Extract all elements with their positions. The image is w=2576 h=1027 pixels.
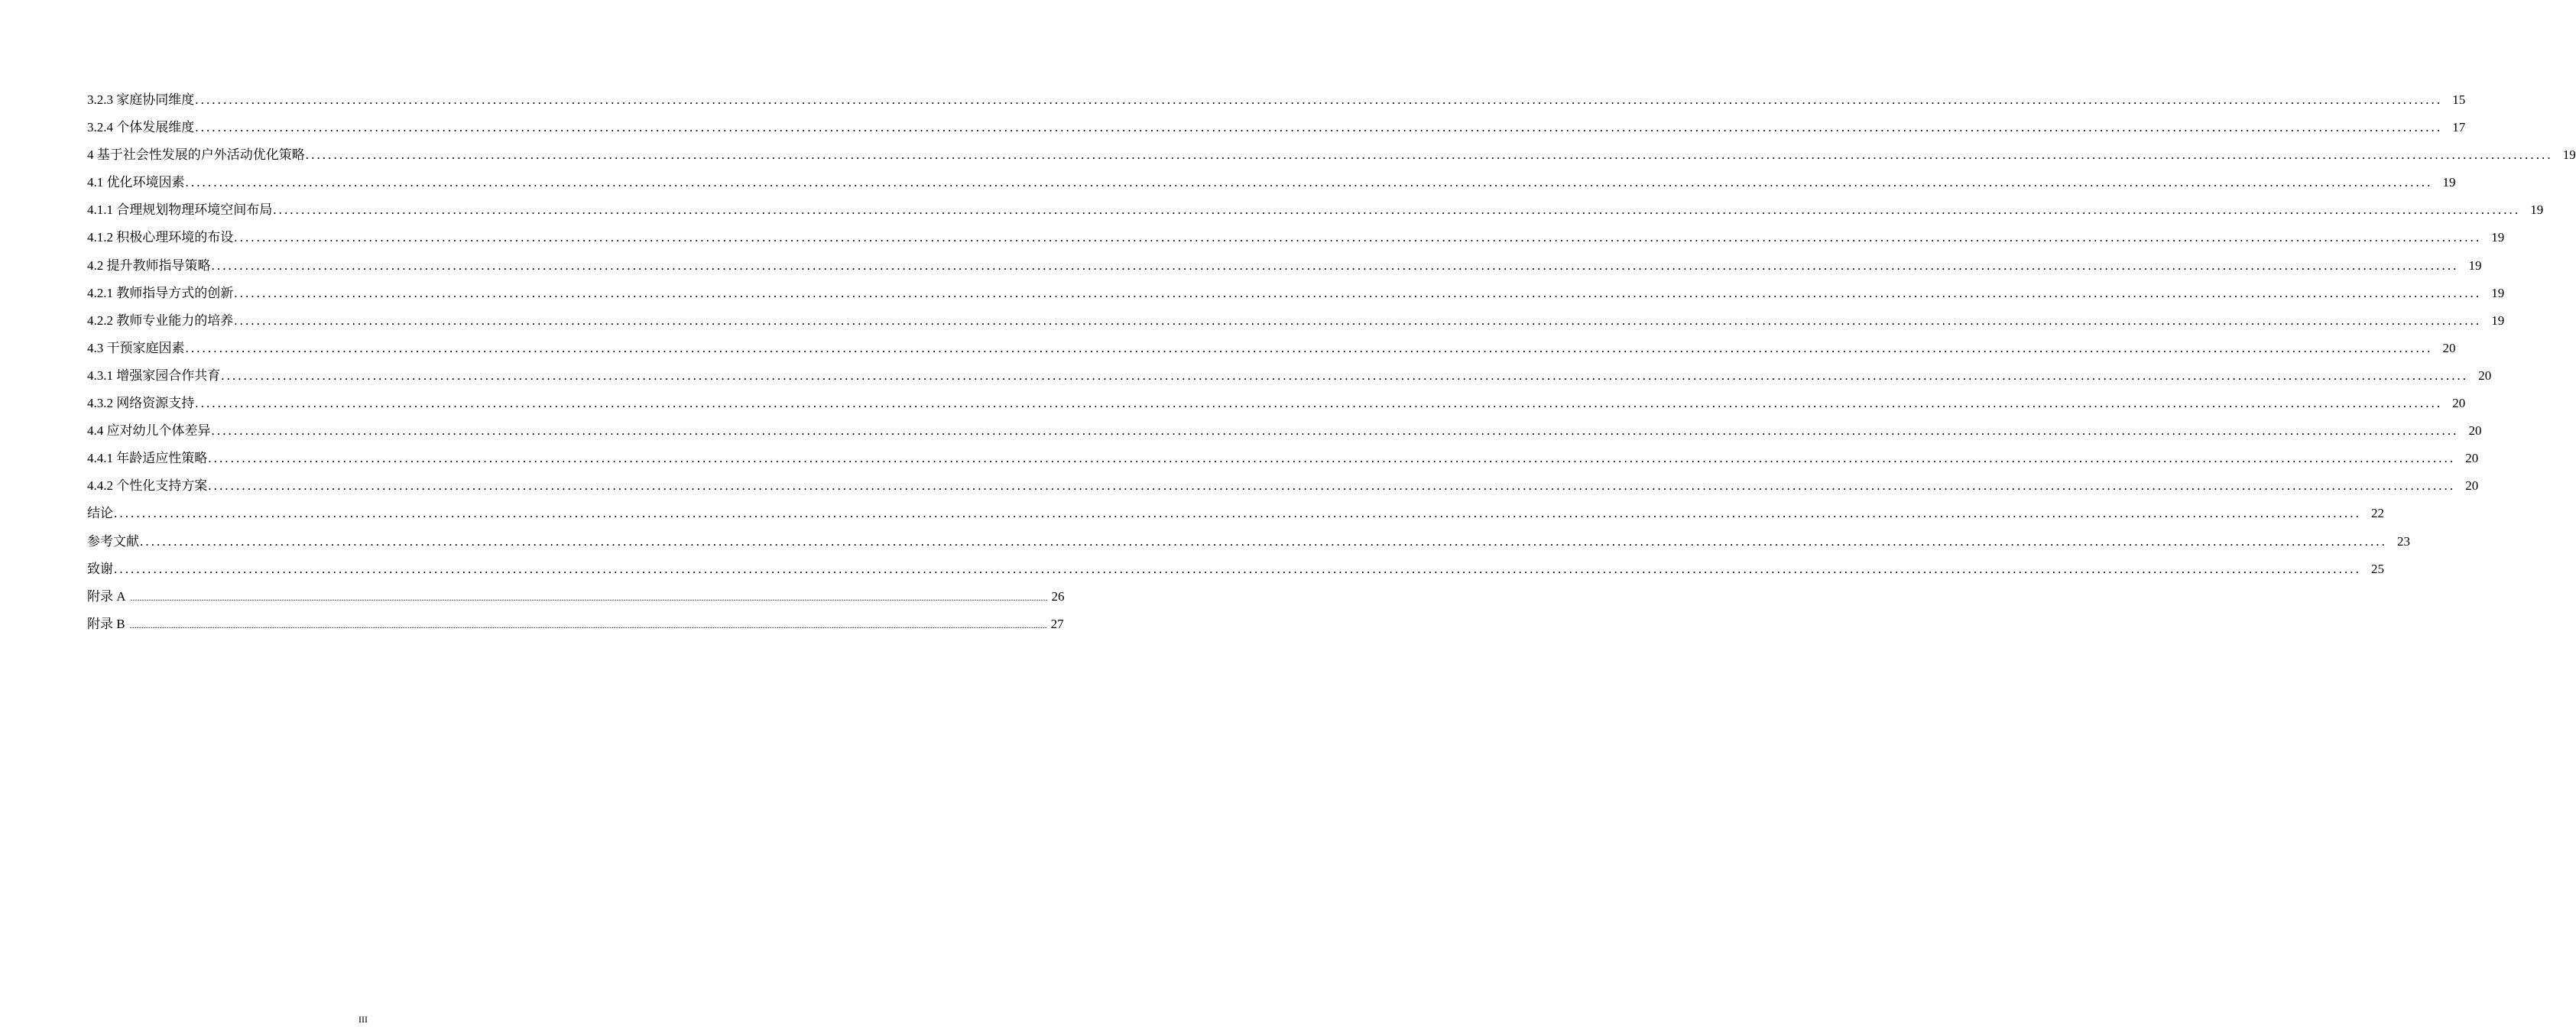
dot-leader: ................................................................................................................................................................................................................................................................................................................................................................................................................	[273, 202, 2521, 218]
dot-leader: ................................................................................................................................................................................................................................................................................................................................................................................................................	[140, 533, 2387, 549]
dot-leader: ................................................................................................................................................................................................................................................................................................................................................................................................................	[129, 619, 1047, 630]
toc-entry[interactable]	[87, 118, 2466, 145]
dot-leader: ................................................................................................................................................................................................................................................................................................................................................................................................................	[211, 258, 2459, 273]
toc-entry-label: 3.2.4 个体发展维度	[87, 120, 195, 135]
toc-entry-page: 19	[2442, 175, 2456, 190]
toc-entry-page: 19	[2491, 285, 2505, 300]
toc-entry[interactable]	[87, 587, 1065, 614]
toc-entry-label: 4.4.2 个性化支持方案	[87, 478, 208, 494]
dot-leader: ................................................................................................................................................................................................................................................................................................................................................................................................................	[211, 423, 2459, 439]
toc-entry[interactable]	[87, 145, 2576, 173]
dot-leader: ................................................................................................................................................................................................................................................................................................................................................................................................................	[208, 478, 2456, 494]
toc-entry-label: 结论	[87, 506, 113, 521]
toc-entry[interactable]	[87, 476, 2479, 504]
toc-entry[interactable]	[87, 256, 2482, 283]
toc-entry-label: 4.2.1 教师指导方式的创新	[87, 285, 234, 300]
toc-entry[interactable]	[87, 283, 2505, 311]
dot-leader: ................................................................................................................................................................................................................................................................................................................................................................................................................	[221, 368, 2469, 383]
toc-entry-label: 参考文献	[87, 533, 139, 549]
toc-entry-page: 17	[2452, 120, 2466, 135]
toc-entry[interactable]	[87, 504, 2384, 531]
dot-leader: ................................................................................................................................................................................................................................................................................................................................................................................................................	[305, 147, 2553, 163]
table-of-contents	[87, 90, 2576, 642]
dot-leader: ................................................................................................................................................................................................................................................................................................................................................................................................................	[195, 396, 2443, 411]
toc-entry-page: 20	[2465, 478, 2479, 494]
dot-leader: ................................................................................................................................................................................................................................................................................................................................................................................................................	[130, 591, 1048, 603]
toc-entry-label: 4.1.1 合理规划物理环境空间布局	[87, 202, 273, 218]
toc-entry[interactable]	[87, 366, 2492, 394]
toc-entry[interactable]	[87, 449, 2479, 476]
toc-entry-page: 23	[2397, 533, 2410, 549]
toc-entry-page: 20	[2452, 396, 2466, 411]
dot-leader: ................................................................................................................................................................................................................................................................................................................................................................................................................	[185, 340, 2433, 355]
toc-entry-page: 27	[1050, 616, 1064, 631]
toc-entry-page: 15	[2452, 92, 2466, 107]
toc-entry[interactable]	[87, 311, 2505, 339]
dot-leader: ................................................................................................................................................................................................................................................................................................................................................................................................................	[234, 285, 2482, 300]
dot-leader: ................................................................................................................................................................................................................................................................................................................................................................................................................	[234, 313, 2482, 328]
toc-entry-label: 4.1.2 积极心理环境的布设	[87, 230, 234, 245]
toc-entry-page: 20	[2478, 368, 2492, 383]
toc-entry[interactable]	[87, 90, 2466, 118]
dot-leader: ................................................................................................................................................................................................................................................................................................................................................................................................................	[208, 451, 2456, 466]
toc-entry-page: 26	[1051, 588, 1065, 604]
toc-entry-label: 4.3.2 网络资源支持	[87, 396, 195, 411]
toc-entry-page: 19	[2530, 202, 2544, 218]
toc-entry-label: 4.3.1 增强家园合作共育	[87, 368, 221, 383]
toc-entry[interactable]	[87, 421, 2482, 449]
toc-entry[interactable]	[87, 614, 1064, 642]
dot-leader: ................................................................................................................................................................................................................................................................................................................................................................................................................	[195, 92, 2443, 107]
toc-entry[interactable]	[87, 339, 2456, 366]
dot-leader: ................................................................................................................................................................................................................................................................................................................................................................................................................	[234, 230, 2482, 245]
toc-entry-page: 20	[2468, 423, 2482, 439]
toc-entry-label: 4.3 干预家庭因素	[87, 340, 185, 355]
toc-entry[interactable]	[87, 173, 2456, 200]
toc-entry-label: 3.2.3 家庭协同维度	[87, 92, 195, 107]
page-number: III	[358, 1014, 368, 1025]
toc-entry[interactable]	[87, 394, 2466, 421]
toc-entry-label: 附录 A	[87, 588, 126, 604]
toc-entry-page: 25	[2371, 561, 2384, 576]
dot-leader: ................................................................................................................................................................................................................................................................................................................................................................................................................	[114, 506, 2361, 521]
toc-entry-page: 20	[2442, 340, 2456, 355]
toc-entry-page: 19	[2491, 313, 2505, 328]
dot-leader: ................................................................................................................................................................................................................................................................................................................................................................................................................	[185, 175, 2433, 190]
dot-leader: ................................................................................................................................................................................................................................................................................................................................................................................................................	[114, 561, 2361, 576]
toc-entry-label: 4.2 提升教师指导策略	[87, 258, 211, 273]
toc-entry[interactable]	[87, 200, 2544, 228]
toc-entry-label: 4.4.1 年龄适应性策略	[87, 451, 208, 466]
toc-entry-label: 4.2.2 教师专业能力的培养	[87, 313, 234, 328]
toc-entry-label: 致谢	[87, 561, 113, 576]
toc-entry-label: 附录 B	[87, 616, 125, 631]
toc-entry[interactable]	[87, 228, 2505, 255]
toc-entry[interactable]	[87, 559, 2384, 587]
toc-entry-page: 19	[2468, 258, 2482, 273]
dot-leader: ................................................................................................................................................................................................................................................................................................................................................................................................................	[195, 120, 2443, 135]
toc-entry-page: 19	[2562, 147, 2576, 163]
toc-entry-label: 4.4 应对幼儿个体差异	[87, 423, 211, 439]
toc-entry-page: 22	[2371, 506, 2384, 521]
toc-entry-page: 20	[2465, 451, 2479, 466]
toc-entry-label: 4 基于社会性发展的户外活动优化策略	[87, 147, 305, 163]
toc-entry-label: 4.1 优化环境因素	[87, 175, 185, 190]
toc-entry-page: 19	[2491, 230, 2505, 245]
toc-entry[interactable]	[87, 532, 2410, 559]
